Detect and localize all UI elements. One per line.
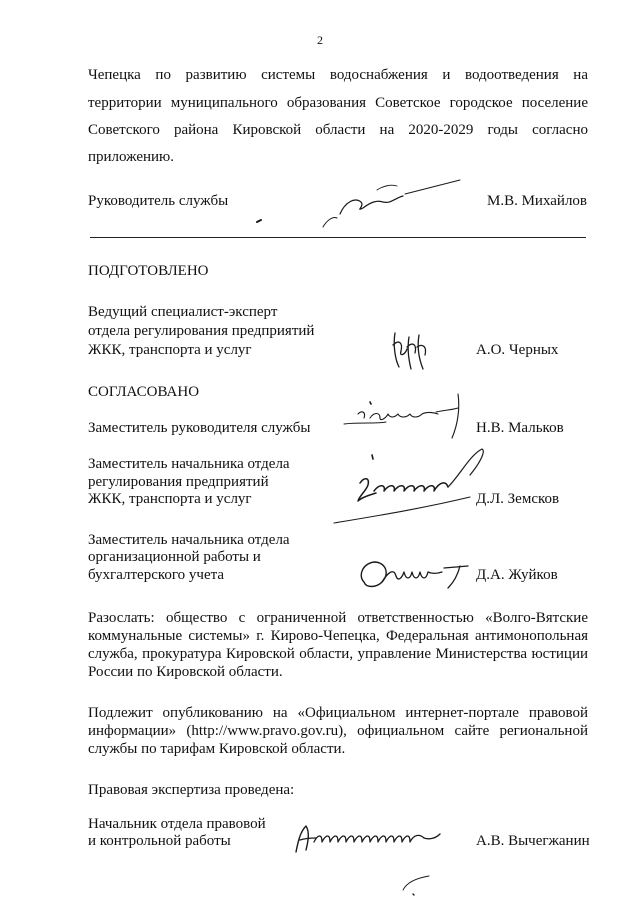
legal-review-name: А.В. Вычегжанин bbox=[476, 833, 590, 849]
publication-line-last: службы по тарифам Кировской области. bbox=[88, 741, 346, 757]
agreed-3-position-line-1: Заместитель начальника отдела bbox=[88, 532, 290, 548]
agreed-1-name: Н.В. Мальков bbox=[476, 420, 564, 436]
prepared-position-line-1: Ведущий специалист-эксперт bbox=[88, 304, 278, 320]
publication-line-2: информации» (http://www.pravo.gov.ru), официальном сайте региональной bbox=[88, 723, 588, 739]
head-title: Руководитель службы bbox=[88, 193, 229, 209]
legal-review-position-line-2: и контрольной работы bbox=[88, 833, 231, 849]
agreed-3-position-line-3: бухгалтерского учета bbox=[88, 567, 225, 583]
agreed-2-signature-icon bbox=[330, 445, 490, 530]
distribution-line-last: России по Кировской области. bbox=[88, 664, 283, 680]
agreed-3-position-line-2: организационной работы и bbox=[88, 549, 261, 565]
prepared-position-line-3: ЖКК, транспорта и услуг bbox=[88, 342, 252, 358]
intro-line-2: территории муниципального образования Советское городское поселение bbox=[88, 95, 588, 111]
publication-line-1: Подлежит опубликованию на «Официальном интернет-портале правовой bbox=[88, 705, 588, 721]
distribution-line-3: служба, прокуратура Кировской области, управление Министерства юстиции bbox=[88, 646, 588, 662]
agreed-3-name: Д.А. Жуйков bbox=[476, 567, 558, 583]
head-name: М.В. Михайлов bbox=[487, 193, 588, 209]
prepared-heading: ПОДГОТОВЛЕНО bbox=[88, 263, 209, 279]
page-number: 2 bbox=[317, 33, 323, 47]
agreed-2-position-line-1: Заместитель начальника отдела bbox=[88, 456, 290, 472]
head-signature-icon bbox=[245, 172, 475, 232]
prepared-position-line-2: отдела регулирования предприятий bbox=[88, 323, 315, 339]
intro-line-last: приложению. bbox=[88, 149, 175, 165]
agreed-2-position-line-3: ЖКК, транспорта и услуг bbox=[88, 491, 252, 507]
prepared-signature-icon bbox=[385, 325, 445, 375]
legal-review-signature-icon bbox=[288, 812, 448, 862]
prepared-name: А.О. Черных bbox=[476, 342, 559, 358]
legal-review-position-line-1: Начальник отдела правовой bbox=[88, 816, 266, 832]
agreed-1-signature-icon bbox=[340, 388, 480, 443]
legal-review-heading: Правовая экспертиза проведена: bbox=[88, 782, 295, 798]
agreed-1-position-line-1: Заместитель руководителя службы bbox=[88, 420, 311, 436]
distribution-line-2: коммунальные системы» г. Кирово-Чепецка, Федеральная антимонопольная bbox=[88, 628, 588, 644]
intro-line-3: Советского района Кировской области на 2020-2029 годы согласно bbox=[88, 122, 588, 138]
intro-line-1: Чепецка по развитию системы водоснабжения и водоотведения на bbox=[88, 67, 588, 83]
agreed-2-position-line-2: регулирования предприятий bbox=[88, 474, 269, 490]
initials-mark-icon bbox=[395, 868, 445, 898]
divider-line bbox=[90, 237, 586, 238]
distribution-line-1: Разослать: общество с ограниченной ответственностью «Волго-Вятские bbox=[88, 610, 588, 626]
agreed-heading: СОГЛАСОВАНО bbox=[88, 384, 200, 400]
agreed-3-signature-icon bbox=[352, 552, 472, 597]
agreed-2-name: Д.Л. Земсков bbox=[476, 491, 560, 507]
